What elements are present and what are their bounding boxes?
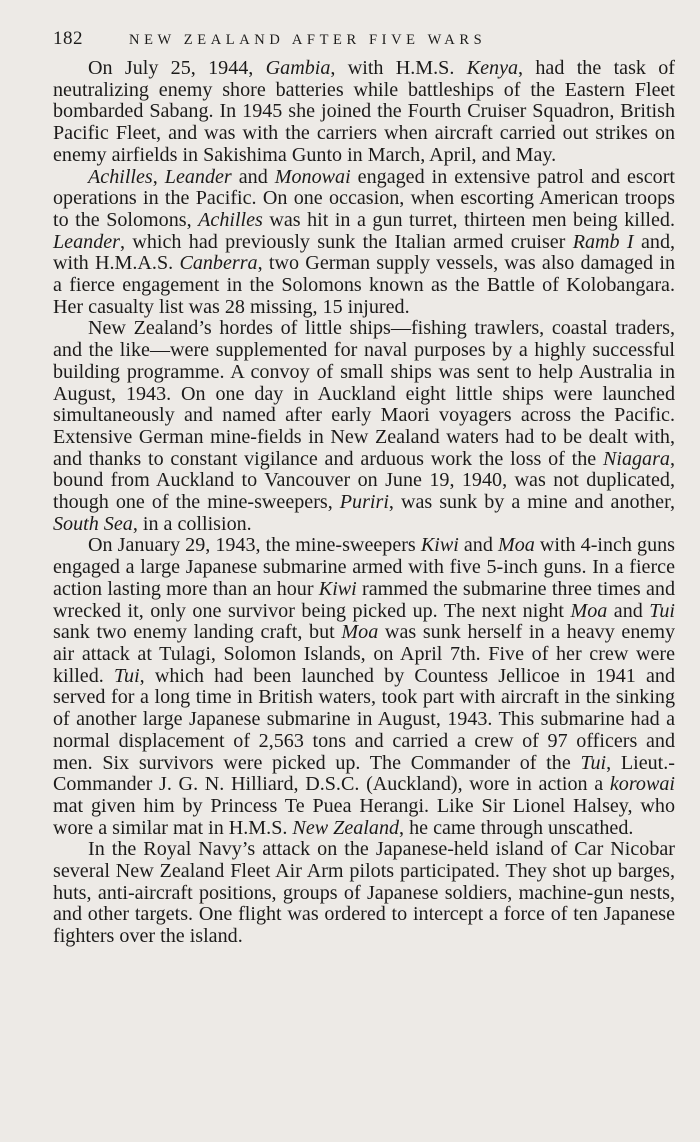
italic-text: Kiwi	[420, 534, 459, 557]
italic-text: Tui	[580, 751, 607, 774]
italic-text: Leander	[164, 165, 232, 188]
paragraph	[53, 535, 675, 839]
italic-text: Gambia	[265, 57, 331, 79]
page-number: 182	[53, 28, 83, 49]
text-run: with 4-inch guns engaged a large Japanese submarine armed with five 5-inch guns. In a fierce action lasting more than an hour	[53, 534, 676, 600]
text-run: and, with H.M.A.S.	[53, 230, 676, 275]
italic-text: Achilles	[198, 208, 263, 231]
text-run: , was sunk by a mine and another,	[388, 491, 675, 514]
text-run: and	[607, 599, 650, 622]
text-run: rammed the submarine three times and wrecked it, only one survivor being picked up. The next night	[53, 577, 675, 622]
italic-text: Tui	[649, 599, 675, 622]
text-run: In the Royal Navy’s attack on the Japanese-held island of Car Nicobar several New Zealand Fleet Air Arm pilots participated. They shot up barges, huts, anti-aircraft positions, groups of Japanese soldiers, machine-gun nests, and other targets. One flight was ordered to intercept a force of ten Japanese fighters over the island.	[53, 838, 675, 948]
text-run: was sunk herself in a heavy enemy air attack at Tulagi, Solomon Islands, on April 7th. Five of her crew were killed.	[53, 621, 675, 687]
italic-text: Moa	[570, 599, 608, 622]
italic-text: Moa	[497, 534, 535, 557]
text-run: , had the task of neutralizing enemy shore batteries while battleships of the Eastern Fleet bombarded Sabang. In 1945 she joined the Fourth Cruiser Squadron, British Pacific Fleet, and was with the carriers when aircraft carried out strikes on enemy airfields in Sakishima Gunto in March, April, and May.	[53, 57, 675, 166]
text-run: , which had previously sunk the Italian armed cruiser	[119, 230, 573, 253]
text-run: , he came through unscathed.	[399, 816, 634, 839]
book-page	[53, 28, 675, 948]
italic-text: Puriri	[339, 491, 389, 514]
italic-text: South Sea	[53, 512, 133, 535]
paragraph	[53, 839, 675, 948]
text-run: , which had been launched by Countess Jellicoe in 1941 and served for a long time in British waters, took part with aircraft in the sinking of another large Japanese submarine in August, 1943. This submarine had a normal displacement of 2,563 tons and carried a crew of 97 officers and men. Six survivors were picked up. The Commander of the	[53, 664, 676, 774]
text-run: sank two enemy landing craft, but	[53, 621, 342, 644]
italic-text: Monowai	[274, 165, 351, 188]
text-run: , bound from Auckland to Vancouver on June 19, 1940, was not duplicated, though one of the mine-sweepers,	[53, 447, 675, 514]
running-head	[53, 28, 675, 58]
text-run: , two German supply vessels, was also damaged in a fierce engagement in the Solomons known as the Battle of Kolobangara. Her casualty list was 28 missing, 15 injured.	[53, 252, 675, 318]
italic-text: Achilles	[88, 165, 153, 188]
text-run: On January 29, 1943, the mine-sweepers	[88, 534, 421, 557]
body-text	[53, 58, 675, 948]
text-run: and	[458, 534, 498, 557]
italic-text: Canberra	[179, 252, 258, 275]
text-run: On July 25, 1944,	[88, 57, 266, 79]
running-title: NEW ZEALAND AFTER FIVE WARS	[129, 32, 487, 48]
text-run: mat given him by Princess Te Puea Herangi. Like Sir Lionel Halsey, who wore a similar mat in H.M.S.	[53, 794, 675, 839]
text-run: engaged in extensive patrol and escort operations in the Pacific. On one occasion, when escorting American troops to the Solomons,	[53, 165, 675, 231]
italic-text: Leander	[53, 230, 120, 253]
text-run: , with H.M.S.	[330, 57, 467, 79]
italic-text: Moa	[341, 621, 379, 644]
paragraph	[53, 58, 675, 167]
text-run: and	[231, 165, 275, 188]
italic-text: korowai	[609, 773, 675, 796]
paragraph	[53, 167, 675, 319]
italic-text: Tui	[113, 664, 140, 687]
italic-text: Kenya	[466, 57, 519, 79]
italic-text: New Zealand	[292, 816, 400, 839]
paragraph	[53, 318, 675, 535]
text-run: ,	[152, 165, 165, 188]
italic-text: Kiwi	[318, 577, 357, 600]
text-run: , in a collision.	[132, 512, 252, 535]
text-run: , Lieut.-Commander J. G. N. Hilliard, D.S.C. (Auckland), wore in action a	[53, 751, 675, 796]
italic-text: Ramb I	[572, 230, 634, 253]
italic-text: Niagara	[602, 447, 670, 470]
text-run: was hit in a gun turret, thirteen men being killed.	[262, 208, 675, 231]
text-run: New Zealand’s hordes of little ships—fishing trawlers, coastal traders, and the like—were supplemented for naval purposes by a highly successful building programme. A convoy of small ships was sent to help Australia in August, 1943. On one day in Auckland eight little ships were launched simultaneously and named after early Maori voyagers across the Pacific. Extensive German mine-fields in New Zealand waters had to be dealt with, and thanks to constant vigilance and arduous work the loss of the	[53, 317, 675, 470]
